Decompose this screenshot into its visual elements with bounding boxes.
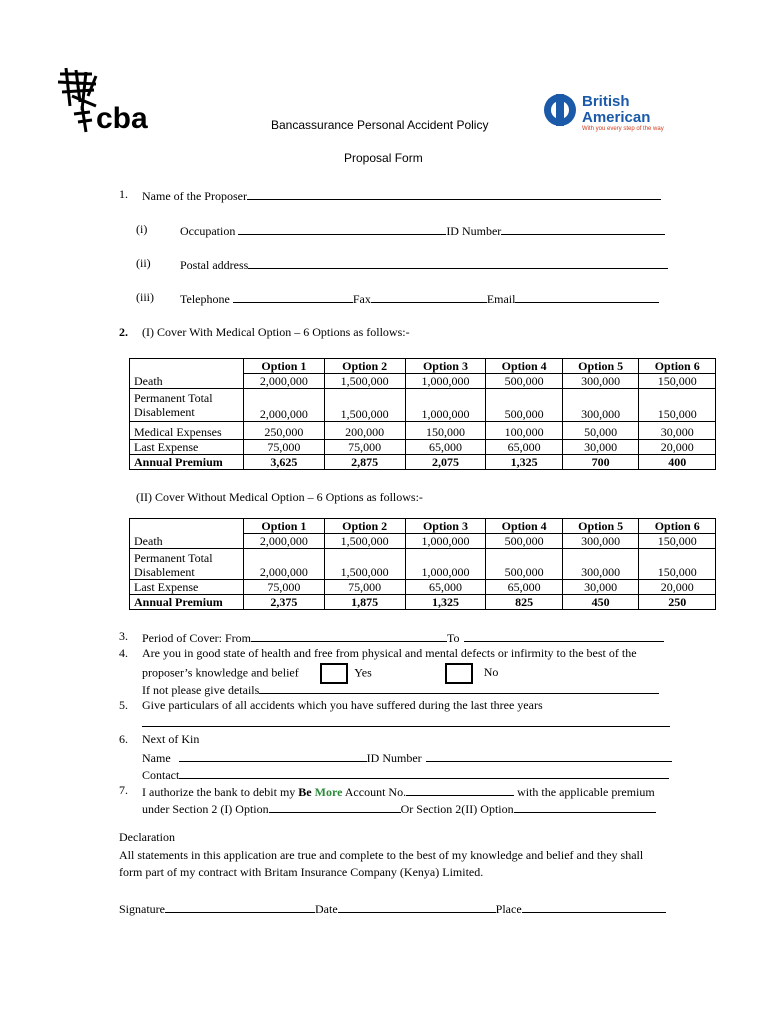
table-cell: 1,875 (324, 595, 405, 610)
premium-text: with the applicable premium (517, 785, 655, 799)
table-cell: Medical Expenses (130, 422, 244, 440)
table-cell: 30,000 (639, 422, 716, 440)
table-cell: 1,500,000 (324, 374, 405, 389)
table-cell: Annual Premium (130, 455, 244, 470)
account-label: Account No. (344, 785, 407, 799)
accidents-label: Give particulars of all accidents which you have suffered during the last three years (142, 698, 543, 712)
kin-id-field[interactable] (426, 749, 672, 762)
period-from-field[interactable] (251, 629, 447, 642)
period-to-label: To (447, 631, 460, 645)
next-of-kin-heading: Next of Kin (142, 732, 200, 746)
occupation-row (180, 222, 665, 239)
table-cell: 500,000 (486, 389, 563, 422)
period-from-label: Period of Cover: From (142, 631, 251, 645)
email-label: Email (486, 292, 516, 306)
table-cell: 65,000 (405, 580, 486, 595)
date-field[interactable] (338, 900, 496, 913)
table-cell: 150,000 (639, 549, 716, 580)
svg-text:American: American (582, 109, 651, 126)
table-cell: 400 (639, 455, 716, 470)
section-6-number: 6. (119, 732, 128, 746)
svg-text:cba: cba (96, 102, 148, 135)
yes-label: Yes (354, 665, 372, 680)
health-details-row (142, 681, 659, 698)
svg-text:With you every step of the way: With you every step of the way (582, 126, 664, 132)
proposer-name-field[interactable] (247, 187, 661, 200)
signature-field[interactable] (165, 900, 315, 913)
table-header: Option 3 (405, 359, 486, 374)
period-to-field[interactable] (464, 629, 664, 642)
table-cell: 75,000 (244, 580, 325, 595)
table-row (130, 455, 716, 470)
table-cell: 75,000 (244, 440, 325, 455)
table-cell: 2,000,000 (244, 549, 325, 580)
table-cell: 30,000 (562, 440, 639, 455)
contact-row (180, 290, 659, 307)
table-cell: 200,000 (324, 422, 405, 440)
table-header: Option 6 (639, 359, 716, 374)
declaration-title: Declaration (119, 830, 175, 844)
postal-address-field[interactable] (248, 256, 668, 269)
item-ii-number: (ii) (136, 256, 151, 270)
table-cell: 2,075 (405, 455, 486, 470)
date-label: Date (315, 902, 338, 916)
table-cell: Last Expense (130, 440, 244, 455)
table-cell: 150,000 (405, 422, 486, 440)
telephone-field[interactable] (233, 290, 353, 303)
section-2ii-label: Or Section 2(II) Option (400, 802, 514, 816)
place-field[interactable] (522, 900, 666, 913)
declaration-line-1: All statements in this application are true and complete to the best of my knowledge and belief and they shall (119, 848, 644, 862)
table-cell: 500,000 (486, 534, 563, 549)
no-label: No (483, 665, 499, 680)
proposer-name-row (142, 187, 661, 204)
section-2i-field[interactable] (269, 800, 401, 813)
item-iii-number: (iii) (136, 290, 154, 304)
table-cell: 2,000,000 (244, 389, 325, 422)
table-cell: Permanent Total Disablement (130, 389, 244, 422)
table-cell: 20,000 (639, 440, 716, 455)
declaration-line-2: form part of my contract with Britam Insurance Company (Kenya) Limited. (119, 865, 484, 879)
table-header: Option 4 (486, 359, 563, 374)
cba-logo (52, 66, 162, 136)
fax-label: Fax (352, 292, 371, 306)
table-header: Option 5 (562, 359, 639, 374)
table-cell: Death (130, 519, 244, 549)
table-cell: 300,000 (562, 374, 639, 389)
table-cell: 825 (486, 595, 563, 610)
table-row (130, 422, 716, 440)
section-1-number: 1. (119, 187, 128, 201)
table-cell: 2,000,000 (244, 534, 325, 549)
kin-name-row (142, 749, 672, 766)
table-cell: 2,375 (244, 595, 325, 610)
british-american-logo (542, 90, 672, 132)
proposer-name-label: Name of the Proposer (142, 189, 247, 203)
section-7-number: 7. (119, 783, 128, 797)
table-cell: 20,000 (639, 580, 716, 595)
svg-text:British: British (582, 93, 630, 110)
table-header: Option 4 (486, 519, 563, 534)
table-row (130, 359, 716, 374)
section-2ii-field[interactable] (514, 800, 656, 813)
table-cell: Permanent Total Disablement (130, 549, 244, 580)
health-details-field[interactable] (259, 681, 659, 694)
table-cell: 150,000 (639, 534, 716, 549)
section-3-number: 3. (119, 629, 128, 643)
id-number-label: ID Number (446, 224, 502, 238)
table-cell: 1,000,000 (405, 534, 486, 549)
occupation-field[interactable] (238, 222, 446, 235)
table-cell: 65,000 (486, 580, 563, 595)
table-cell: 300,000 (562, 549, 639, 580)
table-cell: 500,000 (486, 374, 563, 389)
table-cell: 250,000 (244, 422, 325, 440)
section-4-number: 4. (119, 646, 128, 660)
table-row (130, 440, 716, 455)
table-cell: 300,000 (562, 389, 639, 422)
signature-row (119, 900, 666, 917)
table-cell: 300,000 (562, 534, 639, 549)
table-cell: 3,625 (244, 455, 325, 470)
table-row (130, 519, 716, 534)
table-cell: 50,000 (562, 422, 639, 440)
telephone-label: Telephone (180, 292, 230, 306)
health-question-cont: proposer’s knowledge and belief (142, 665, 299, 680)
table-header: Option 6 (639, 519, 716, 534)
debit-text: I authorize the bank to debit my (142, 785, 296, 799)
table-cell: 75,000 (324, 440, 405, 455)
table-cell: 1,000,000 (405, 389, 486, 422)
health-details-label: If not please give details (142, 683, 260, 697)
table-cell: Death (130, 359, 244, 389)
health-question: Are you in good state of health and free from physical and mental defects or infirmity to the best of the (142, 646, 637, 660)
table-cell: 75,000 (324, 580, 405, 595)
table-header: Option 1 (244, 359, 325, 374)
table-header: Option 5 (562, 519, 639, 534)
accidents-field[interactable] (142, 714, 670, 727)
table-cell: 700 (562, 455, 639, 470)
table-cell: 65,000 (486, 440, 563, 455)
table-header: Option 2 (324, 359, 405, 374)
id-number-field[interactable] (501, 222, 665, 235)
section-2-heading: (I) Cover With Medical Option – 6 Options as follows:- (142, 325, 410, 339)
period-of-cover-row (142, 629, 664, 646)
section-2-number: 2. (119, 325, 128, 339)
table-cell: 1,325 (486, 455, 563, 470)
debit-authorization-row (142, 783, 655, 800)
non-medical-option-table (129, 518, 716, 610)
table-cell: 150,000 (639, 389, 716, 422)
more-text: More (314, 785, 343, 799)
accidents-row (142, 714, 670, 731)
table-cell: 30,000 (562, 580, 639, 595)
account-number-field[interactable] (406, 783, 514, 796)
table-row (130, 595, 716, 610)
kin-id-label: ID Number (366, 751, 422, 765)
document-title: Bancassurance Personal Accident Policy (271, 118, 489, 132)
table-cell: 2,875 (324, 455, 405, 470)
table-header: Option 1 (244, 519, 325, 534)
kin-name-label: Name (142, 751, 171, 765)
table-cell: 1,500,000 (324, 549, 405, 580)
signature-label: Signature (119, 902, 165, 916)
table-cell: 100,000 (486, 422, 563, 440)
email-field[interactable] (515, 290, 659, 303)
table-cell: 1,000,000 (405, 549, 486, 580)
kin-contact-field[interactable] (179, 766, 669, 779)
table-cell: 450 (562, 595, 639, 610)
table-cell: 500,000 (486, 549, 563, 580)
section-2i-label: under Section 2 (I) Option (142, 802, 269, 816)
kin-contact-label: Contact (142, 768, 180, 782)
option-selection-row (142, 800, 656, 817)
table-cell: Last Expense (130, 580, 244, 595)
table-cell: 1,500,000 (324, 534, 405, 549)
table-cell: 65,000 (405, 440, 486, 455)
table-cell: 2,000,000 (244, 374, 325, 389)
table-cell: 150,000 (639, 374, 716, 389)
section-5-number: 5. (119, 698, 128, 712)
table-header: Option 3 (405, 519, 486, 534)
table-cell: Annual Premium (130, 595, 244, 610)
table-row (130, 549, 716, 580)
item-i-number: (i) (136, 222, 148, 236)
fax-field[interactable] (371, 290, 487, 303)
be-text: Be (298, 785, 312, 799)
table-cell: 250 (639, 595, 716, 610)
occupation-label: Occupation (180, 224, 236, 238)
postal-address-label: Postal address (180, 258, 249, 272)
section-2-heading-ii: (II) Cover Without Medical Option – 6 Options as follows:- (136, 490, 423, 504)
table-cell: 1,500,000 (324, 389, 405, 422)
table-row (130, 580, 716, 595)
table-header: Option 2 (324, 519, 405, 534)
kin-name-field[interactable] (179, 749, 367, 762)
table-row (130, 389, 716, 422)
document-subtitle: Proposal Form (344, 151, 423, 165)
table-cell: 1,325 (405, 595, 486, 610)
kin-contact-row (142, 766, 669, 783)
medical-option-table (129, 358, 716, 470)
place-label: Place (495, 902, 522, 916)
table-cell: 1,000,000 (405, 374, 486, 389)
postal-address-row (180, 256, 668, 273)
